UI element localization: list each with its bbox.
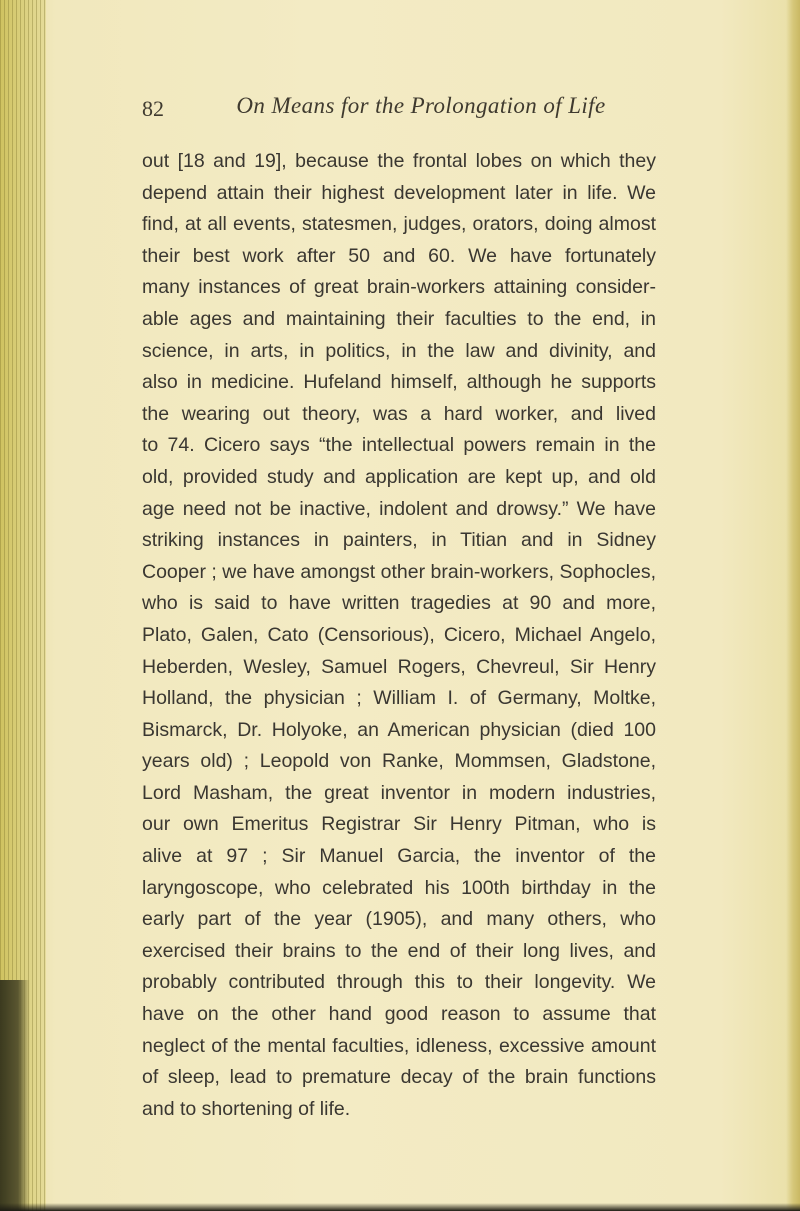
- text-line: old, provided study and application are kept up, and old: [142, 465, 656, 488]
- page-header: [142, 90, 652, 126]
- page-edge: [786, 0, 800, 1211]
- text-line: depend attain their highest development later in life. We: [142, 181, 656, 204]
- text-line: to 74. Cicero says “the intellectual powers remain in the: [142, 434, 656, 457]
- text-line: their best work after 50 and 60. We have fortunately: [142, 244, 656, 267]
- text-line: Holland, the physician ; William I. of Germany, Moltke,: [142, 687, 656, 710]
- body-text: [142, 146, 656, 1125]
- text-line: Bismarck, Dr. Holyoke, an American physician (died 100: [142, 718, 656, 741]
- text-line: alive at 97 ; Sir Manuel Garcia, the inventor of the: [142, 845, 656, 868]
- text-line: exercised their brains to the end of their long lives, and: [142, 939, 656, 962]
- binding-shadow: [0, 980, 30, 1211]
- text-line: years old) ; Leopold von Ranke, Mommsen, Gladstone,: [142, 750, 656, 773]
- text-line: able ages and maintaining their faculties to the end, in: [142, 307, 656, 330]
- text-line: Cooper ; we have amongst other brain-workers, Sophocles,: [142, 560, 656, 583]
- text-line: find, at all events, statesmen, judges, orators, doing almost: [142, 213, 656, 236]
- text-line: the wearing out theory, was a hard worker, and lived: [142, 402, 656, 425]
- text-line: out [18 and 19], because the frontal lobes on which they: [142, 150, 656, 172]
- text-line: striking instances in painters, in Titian and in Sidney: [142, 529, 656, 552]
- text-line: who is said to have written tragedies at 90 and more,: [142, 592, 656, 615]
- text-line: laryngoscope, who celebrated his 100th birthday in the: [142, 876, 656, 899]
- text-line: Plato, Galen, Cato (Censorious), Cicero, Michael Angelo,: [142, 623, 656, 646]
- text-line: probably contributed through this to their longevity. We: [142, 971, 656, 994]
- running-head: On Means for the Prolongation of Life: [236, 93, 606, 118]
- page-number: 82: [142, 96, 164, 121]
- text-line: have on the other hand good reason to assume that: [142, 1003, 656, 1026]
- text-line: of sleep, lead to premature decay of the brain functions: [142, 1066, 656, 1089]
- text-line: early part of the year (1905), and many others, who: [142, 908, 656, 931]
- text-line: our own Emeritus Registrar Sir Henry Pitman, who is: [142, 813, 656, 836]
- text-line: many instances of great brain-workers attaining consider-: [142, 276, 656, 299]
- text-line: and to shortening of life.: [142, 1097, 351, 1120]
- text-line: also in medicine. Hufeland himself, although he supports: [142, 371, 656, 394]
- text-line: science, in arts, in politics, in the law and divinity, and: [142, 339, 656, 362]
- bottom-edge-shadow: [0, 1203, 800, 1211]
- text-line: Lord Masham, the great inventor in modern industries,: [142, 781, 656, 804]
- text-line: neglect of the mental faculties, idleness, excessive amount: [142, 1034, 656, 1057]
- text-line: age need not be inactive, indolent and drowsy.” We have: [142, 497, 656, 520]
- text-line: Heberden, Wesley, Samuel Rogers, Chevreul, Sir Henry: [142, 655, 656, 678]
